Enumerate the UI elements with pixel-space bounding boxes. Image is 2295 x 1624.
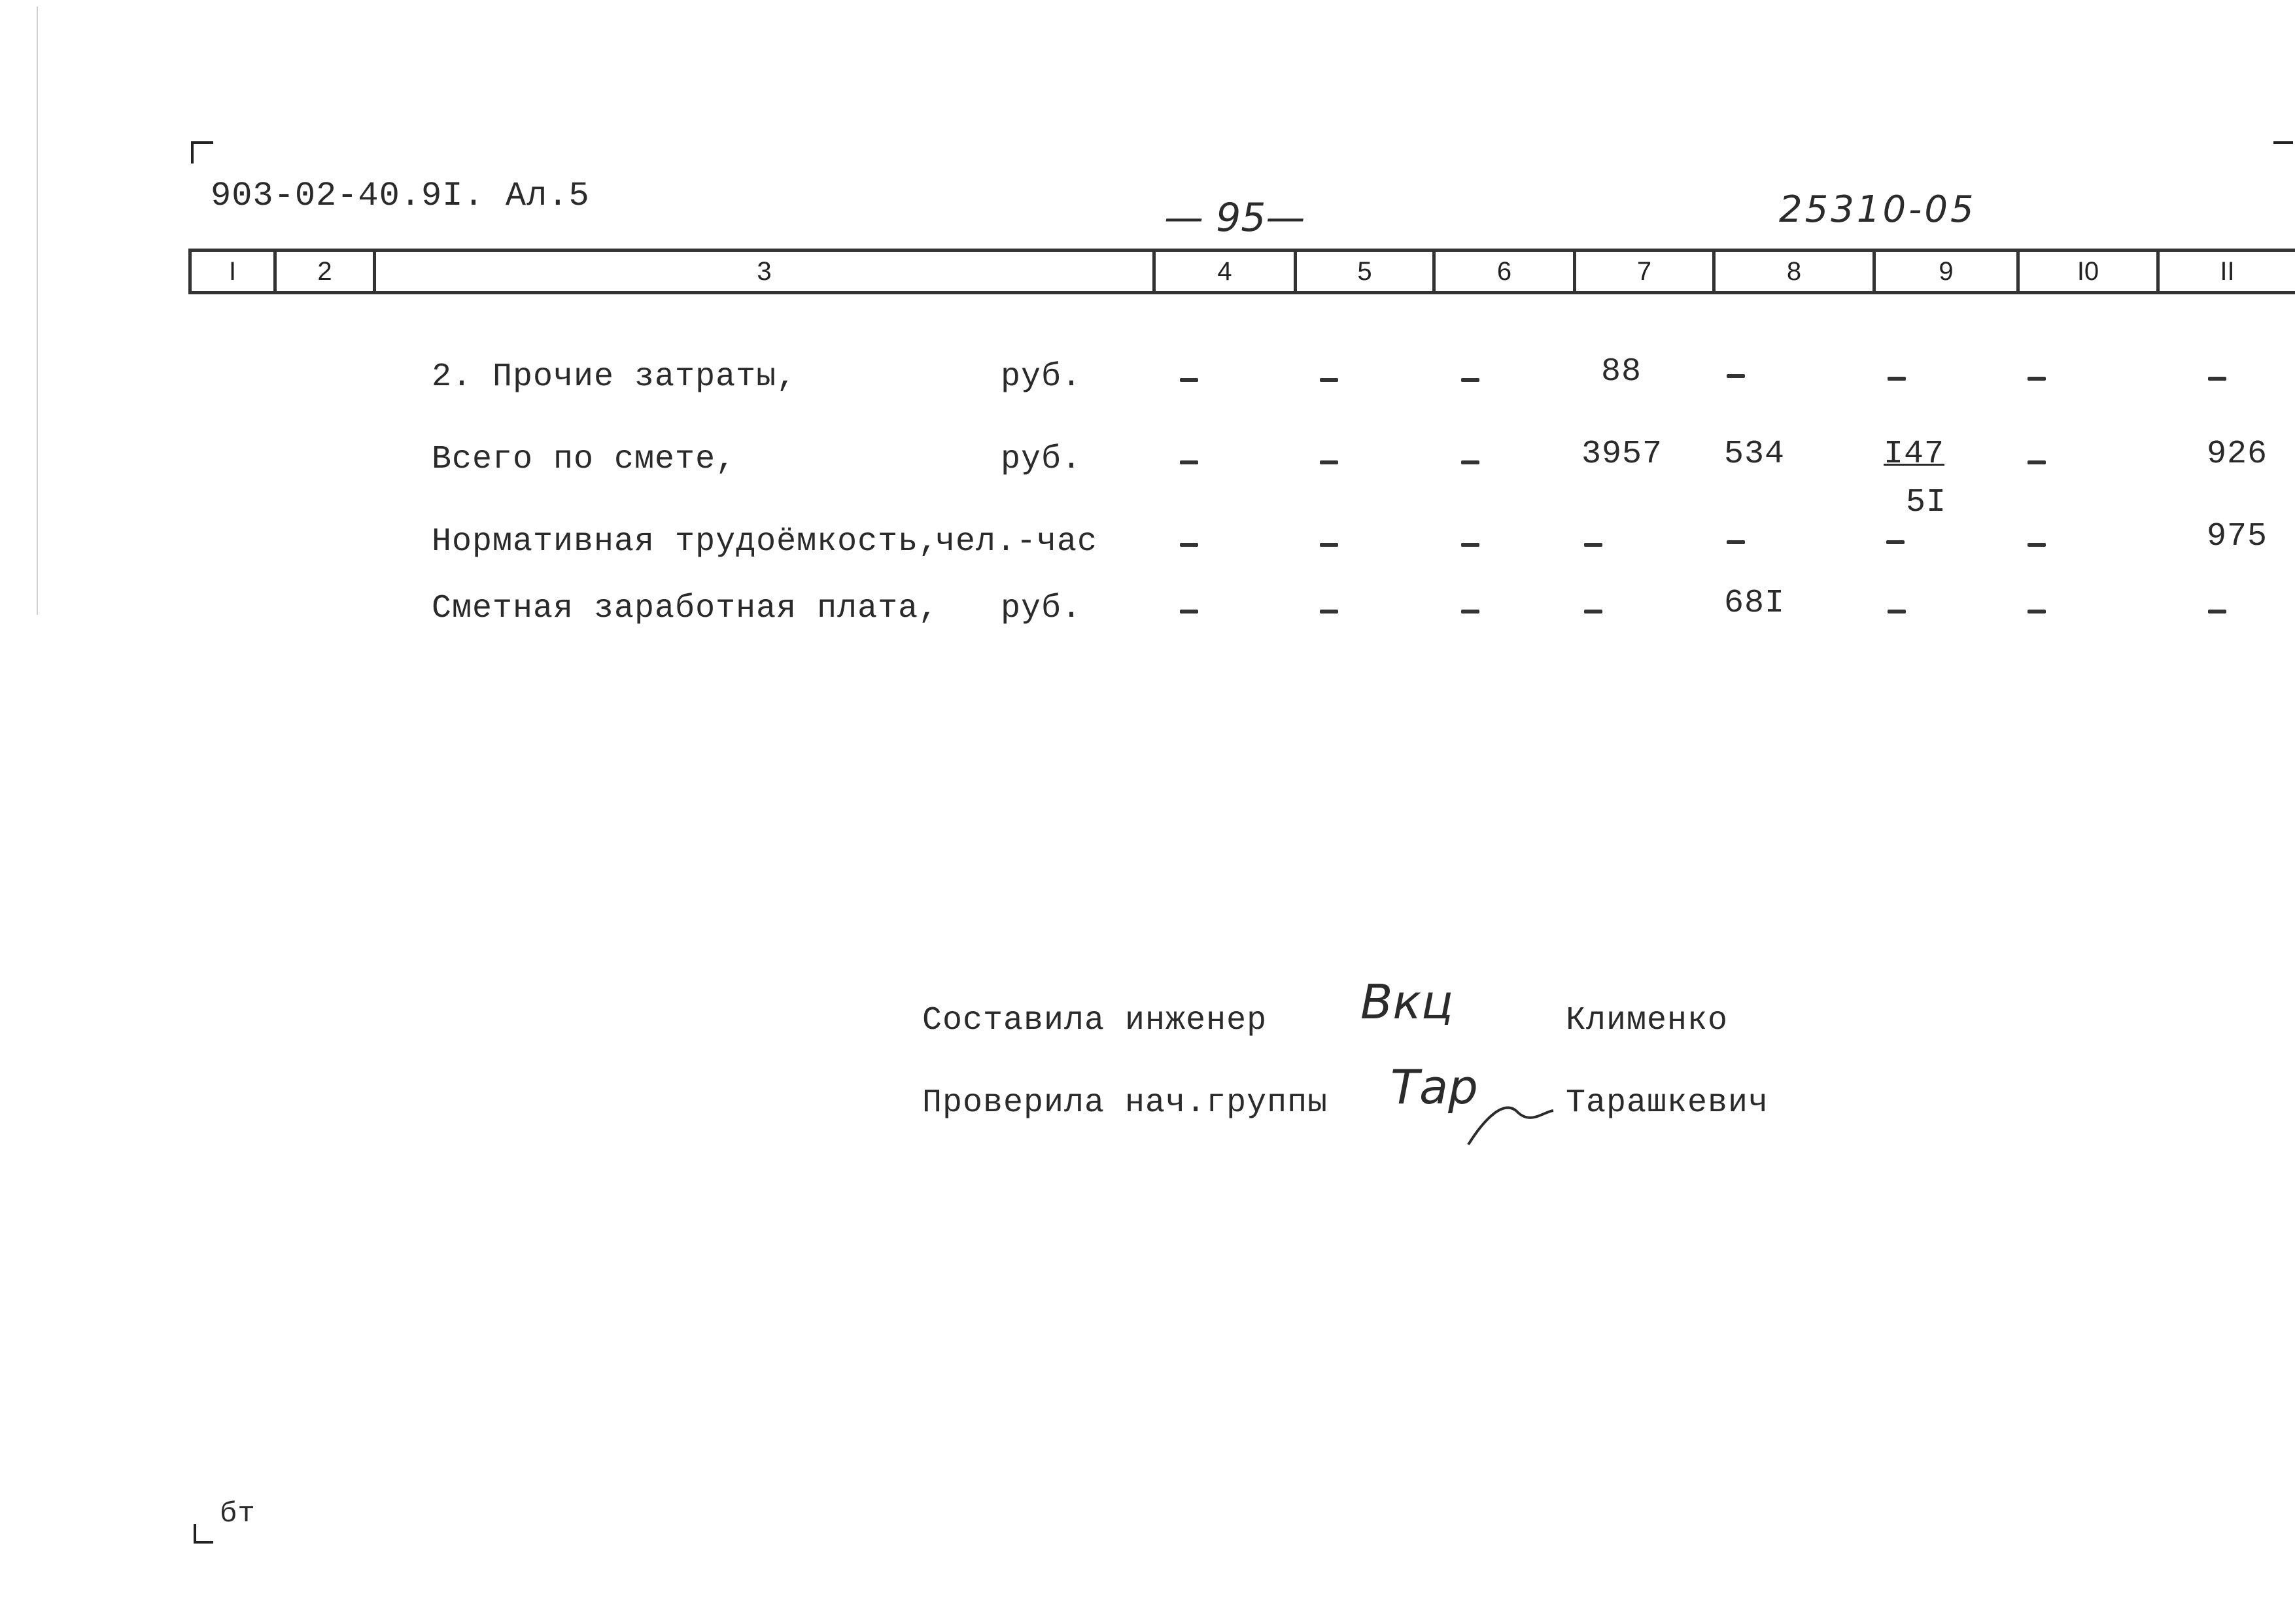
row-unit: чел.-час xyxy=(935,523,1098,561)
row-unit: руб. xyxy=(1001,590,1082,627)
dash-mark xyxy=(1888,610,1906,613)
dash-mark xyxy=(1180,460,1198,464)
cell-value: 975 xyxy=(2207,518,2268,555)
dash-mark xyxy=(2028,377,2046,381)
column-header: 9 xyxy=(1872,252,2016,291)
dash-mark xyxy=(1461,460,1479,464)
column-header: II xyxy=(2156,252,2295,291)
signature-compiled: Вкц xyxy=(1360,975,1453,1029)
column-header: 4 xyxy=(1152,252,1294,291)
cell-value: 3957 xyxy=(1581,436,1663,473)
stamp-number: 25310-05 xyxy=(1779,188,1976,231)
row-unit: руб. xyxy=(1001,358,1082,396)
row-label: Нормативная трудоёмкость, xyxy=(432,523,939,561)
column-header: 3 xyxy=(373,252,1152,291)
row-unit: руб. xyxy=(1001,441,1082,478)
dash-mark xyxy=(2208,377,2226,381)
dash-mark xyxy=(1180,610,1198,613)
dash-mark xyxy=(1180,378,1198,382)
dash-mark xyxy=(1727,540,1745,544)
dash-mark xyxy=(2208,610,2226,613)
signature-flourish xyxy=(1465,1092,1557,1151)
dash-mark xyxy=(1180,543,1198,547)
corner-mark-top-right xyxy=(2273,141,2293,144)
dash-mark xyxy=(2028,460,2046,464)
cell-value: 88 xyxy=(1601,353,1642,390)
document-code: 903-02-40.9I. Ал.5 xyxy=(211,177,590,215)
dash-mark xyxy=(2028,543,2046,547)
checked-by-name: Тарашкевич xyxy=(1566,1084,1769,1122)
column-header: I xyxy=(188,252,273,291)
column-header: 5 xyxy=(1294,252,1432,291)
row-label: Всего по смете, xyxy=(432,441,736,478)
row-label: 2. Прочие затраты, xyxy=(432,358,797,396)
cell-value: 926 xyxy=(2207,436,2268,473)
dash-mark xyxy=(1320,378,1338,382)
compiled-by-name: Клименко xyxy=(1566,1002,1729,1039)
column-header: 2 xyxy=(273,252,373,291)
dash-mark xyxy=(1886,540,1905,544)
checked-by-label: Проверила нач.группы xyxy=(922,1084,1328,1122)
dash-mark xyxy=(1584,543,1602,547)
dash-mark xyxy=(1888,377,1906,381)
cell-value: 68I xyxy=(1724,585,1786,622)
compiled-by-label: Составила инженер xyxy=(922,1002,1268,1039)
column-header: 6 xyxy=(1432,252,1573,291)
column-header-table xyxy=(188,249,2295,294)
dash-mark xyxy=(1320,543,1338,547)
dash-mark xyxy=(2028,610,2046,613)
dash-mark xyxy=(1461,610,1479,613)
footer-mark: бт xyxy=(220,1498,256,1530)
scan-margin-line xyxy=(37,7,38,615)
dash-mark xyxy=(1320,610,1338,613)
cell-value-fraction-top: I47 xyxy=(1884,436,1945,473)
page-number: — 95— xyxy=(1164,195,1305,241)
cell-value: 534 xyxy=(1724,436,1786,473)
signature-checked: Тар xyxy=(1390,1060,1478,1114)
corner-mark-top-left xyxy=(191,141,213,164)
dash-mark xyxy=(1584,610,1602,613)
row-label: Сметная заработная плата, xyxy=(432,590,939,627)
dash-mark xyxy=(1320,460,1338,464)
corner-mark-bottom-left xyxy=(194,1524,213,1544)
cell-value-fraction-bottom: 5I xyxy=(1906,484,1947,521)
column-header: I0 xyxy=(2016,252,2156,291)
column-header: 8 xyxy=(1712,252,1872,291)
dash-mark xyxy=(1461,378,1479,382)
column-header: 7 xyxy=(1573,252,1712,291)
dash-mark xyxy=(1727,374,1745,378)
dash-mark xyxy=(1461,543,1479,547)
